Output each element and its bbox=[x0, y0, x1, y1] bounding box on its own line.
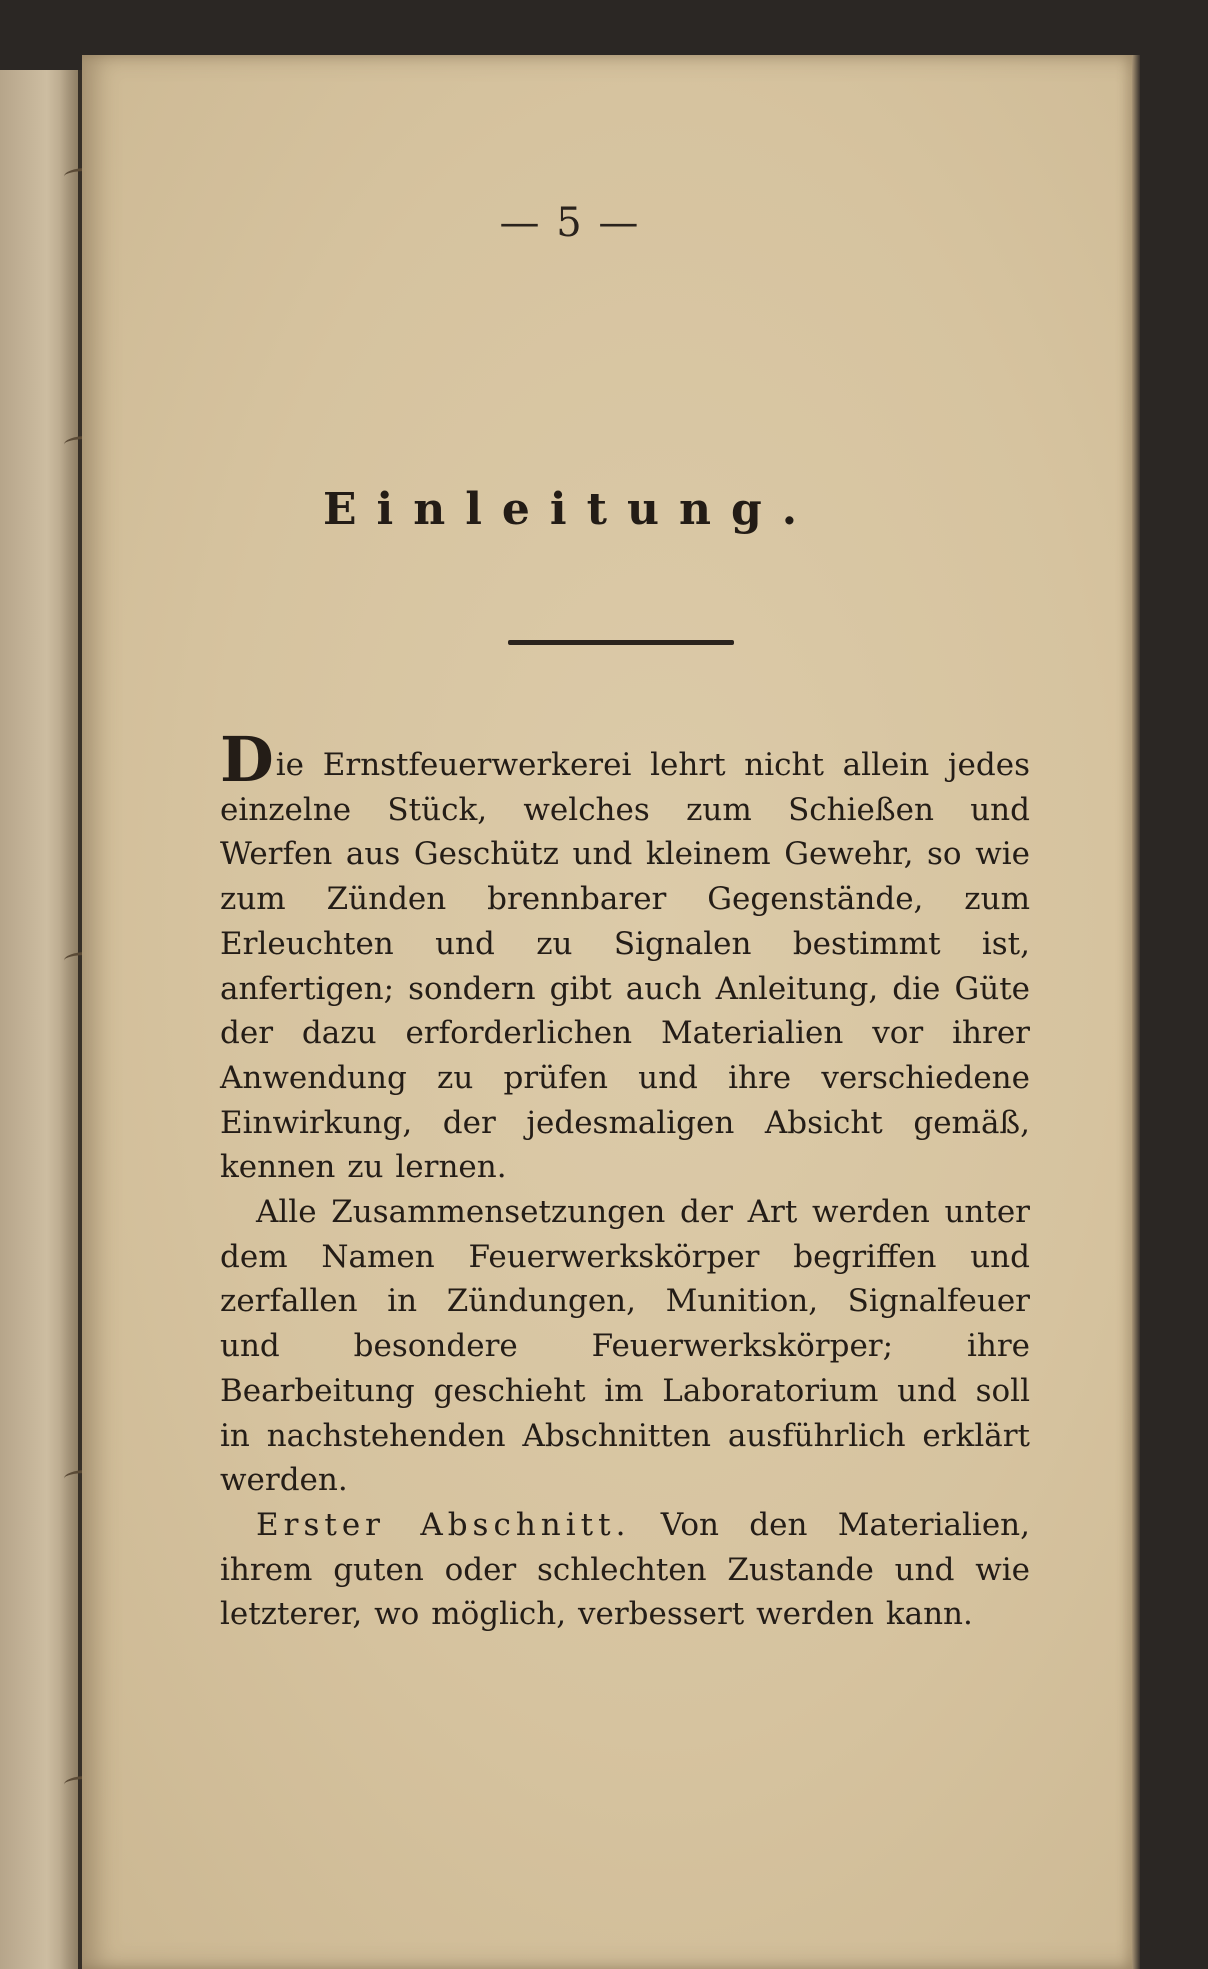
paragraph-text: Von den Materialien, ihrem guten oder schlechten Zustande und wie letzterer, wo möglich, verbessert werden kann. bbox=[220, 1506, 1031, 1633]
paragraph-introduction bbox=[220, 723, 1030, 1190]
page-number: — 5 — bbox=[499, 200, 641, 246]
page-body bbox=[220, 723, 1031, 1637]
section-label: Erster Abschnitt. bbox=[256, 1506, 631, 1543]
paragraph-first-section bbox=[220, 1503, 1030, 1637]
page-edge bbox=[1132, 55, 1140, 1969]
paragraph-composition: Alle Zusammensetzungen der Art werden unter dem Namen Feuerwerkskörper begriffen und zerfallen in Zündungen, Munition, Signalfeuer und besondere Feuerwerkskörper; ihre Bearbeitung geschieht im Laboratorium und soll in nachstehenden Abschnitten ausführlich erklärt werden. bbox=[220, 1194, 1030, 1499]
paragraph-text: ie Ernstfeuerwerkerei lehrt nicht allein jedes einzelne Stück, welches zum Schießen und Werfen aus Geschütz und kleinem Gewehr, so wie zum Zünden brennbarer Gegenstände, zum Erleuchten und zu Signalen bestimmt ist, anfertigen; sondern gibt auch Anleitung, die Güte der dazu erforderlichen Materialien vor ihrer Anwendung zu prüfen und ihre verschiedene Einwirkung, der jedesmaligen Absicht gemäß, kennen zu lernen. bbox=[220, 747, 1030, 1186]
heading-rule bbox=[508, 640, 734, 645]
drop-cap: D bbox=[220, 723, 274, 796]
section-heading: Einleitung. bbox=[322, 484, 818, 535]
